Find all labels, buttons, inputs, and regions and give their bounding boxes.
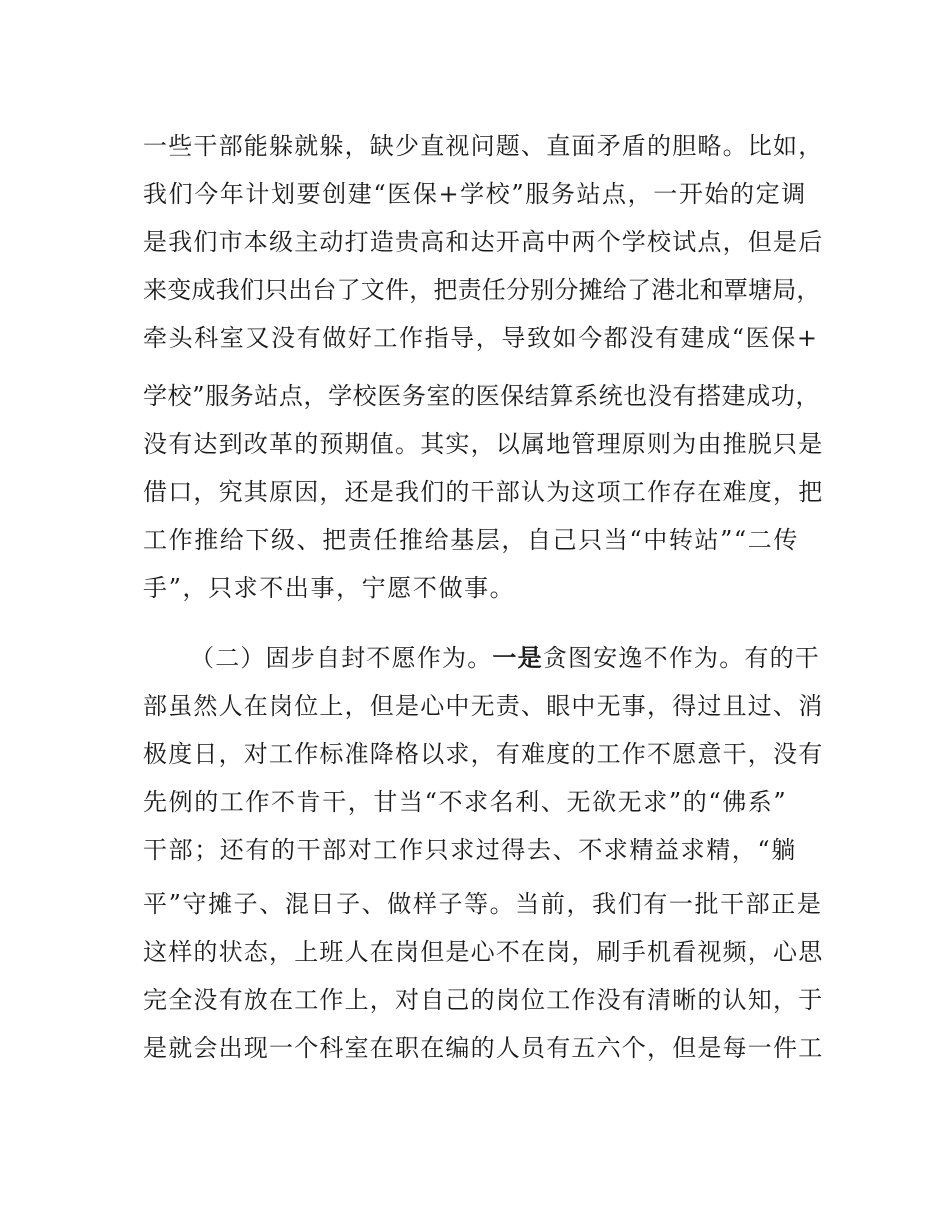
paragraph-1-line-1: 一些干部能躲就躲，缺少直视问题、直面矛盾的胆略。比如，: [143, 132, 824, 160]
paragraph-2-line-2: 部虽然人在岗位上，但是心中无责、眼中无事，得过且过、消: [143, 692, 824, 720]
paragraph-1-line-7: 没有达到改革的预期值。其实，以属地管理原则为由推脱只是: [143, 430, 824, 458]
paragraph-1-line-6: 学校”服务站点，学校医务室的医保结算系统也没有搭建成功，: [143, 382, 821, 410]
paragraph-2-line-9: 是就会出现一个科室在职在编的人员有五六个，但是每一件工: [143, 1034, 824, 1062]
paragraph-1-line-5: 牵头科室又没有做好工作指导，导致如今都没有建成“医保+: [143, 324, 819, 352]
paragraph-2-line-1: [190, 638, 820, 678]
paragraph-2-line-1-text: 贪图安逸不作为。有的干: [542, 644, 821, 672]
paragraph-1-line-10: 手”，只求不出事，宁愿不做事。: [143, 574, 516, 602]
paragraph-1-line-4: 来变成我们只出台了文件，把责任分别分摊给了港北和覃塘局，: [143, 276, 821, 304]
paragraph-1-line-8: 借口，究其原因，还是我们的干部认为这项工作存在难度，把: [143, 478, 824, 506]
paragraph-2-line-5: 干部；还有的干部对工作只求过得去、不求精益求精，“躺: [143, 836, 797, 864]
section-heading: （二）固步自封不愿作为。: [190, 644, 493, 672]
paragraph-2-line-7: 这样的状态，上班人在岗但是心不在岗，刷手机看视频，心思: [143, 938, 824, 966]
paragraph-1-line-2: 我们今年计划要创建“医保+学校”服务站点，一开始的定调: [143, 180, 807, 208]
paragraph-2-line-8: 完全没有放在工作上，对自己的岗位工作没有清晰的认知，于: [143, 986, 824, 1014]
paragraph-2-line-6: 平”守摊子、混日子、做样子等。当前，我们有一批干部正是: [143, 890, 823, 918]
point-label: 一是: [492, 644, 543, 672]
paragraph-2-line-3: 极度日，对工作标准降格以求，有难度的工作不愿意干，没有: [143, 740, 824, 768]
paragraph-2-line-4: 先例的工作不肯干，甘当“不求名利、无欲无求”的“佛系”: [143, 788, 788, 816]
paragraph-1-line-3: 是我们市本级主动打造贵高和达开高中两个学校试点，但是后: [143, 228, 824, 256]
paragraph-1-line-9: 工作推给下级、把责任推给基层，自己只当“中转站”“二传: [143, 526, 800, 554]
